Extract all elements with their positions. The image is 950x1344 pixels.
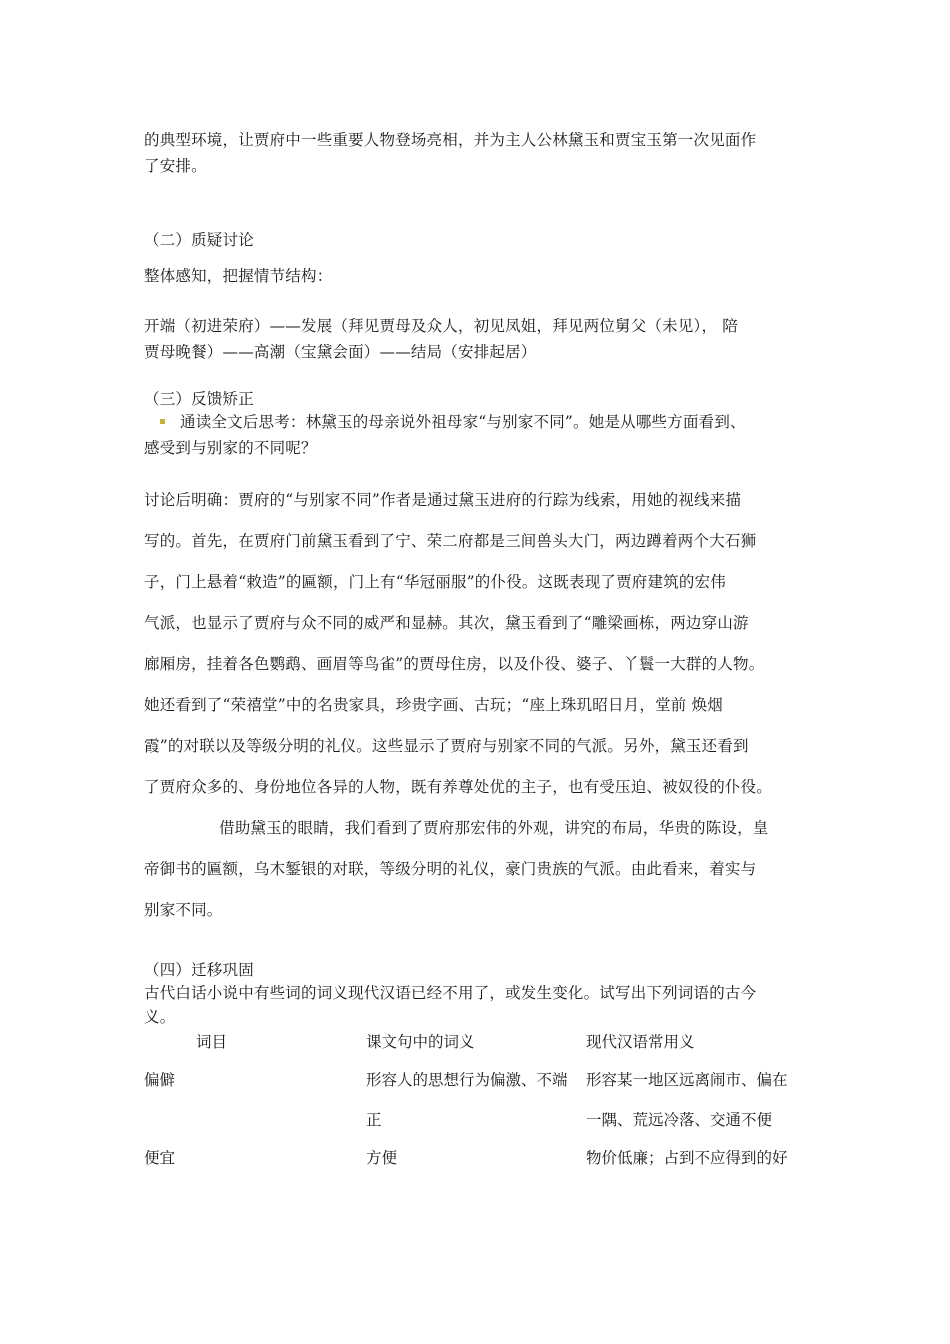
discussion-line: 了贾府众多的、身份地位各异的人物，既有养尊处优的主子，也有受压迫、被奴役的仆役。	[144, 778, 773, 796]
table-cell-ancient: 正	[366, 1111, 382, 1129]
table-header-modern: 现代汉语常用义	[586, 1033, 695, 1051]
section2-line-1: 开端（初进荣府）——发展（拜见贾母及众人，初见凤姐，拜见两位舅父（未见）， 陪	[144, 317, 738, 335]
table-header-ancient: 课文句中的词义	[366, 1033, 475, 1051]
summary-line: 帝御书的匾额，乌木錾银的对联，等级分明的礼仪，豪门贵族的气派。由此看来，着实与	[144, 860, 757, 878]
section4-instruction-line-1: 古代白话小说中有些词的词义现代汉语已经不用了，或发生变化。试写出下列词语的古今	[144, 984, 757, 1002]
intro-line-1: 的典型环境，让贾府中一些重要人物登场亮相，并为主人公林黛玉和贾宝玉第一次见面作	[144, 131, 757, 149]
discussion-line: 讨论后明确：贾府的“与别家不同”作者是通过黛玉进府的行踪为线索，用她的视线来描	[144, 491, 742, 509]
table-cell-ancient: 形容人的思想行为偏激、不端	[366, 1071, 568, 1089]
section4-heading: （四）迁移巩固	[144, 961, 254, 979]
section4-instruction-line-2: 义。	[144, 1008, 176, 1026]
section2-line-2: 贾母晚餐）——高潮（宝黛会面）——结局（安排起居）	[144, 343, 537, 361]
section3-question-line-1: 通读全文后思考：林黛玉的母亲说外祖母家“与别家不同”。她是从哪些方面看到、	[180, 413, 746, 431]
summary-line: 借助黛玉的眼睛，我们看到了贾府那宏伟的外观，讲究的布局，华贵的陈设，皇	[219, 819, 769, 837]
table-cell-modern: 一隅、荒远冷落、交通不便	[586, 1111, 773, 1129]
discussion-line: 廊厢房，挂着各色鹦鹉、画眉等鸟雀”的贾母住房，以及仆役、婆子、丫鬟一大群的人物。	[144, 655, 765, 673]
table-cell-modern: 物价低廉；占到不应得到的好	[586, 1149, 788, 1167]
section3-heading: （三）反馈矫正	[144, 390, 254, 408]
table-cell-modern: 形容某一地区远离闹市、偏在	[586, 1071, 788, 1089]
table-cell-word: 偏僻	[144, 1071, 176, 1089]
table-cell-ancient: 方便	[366, 1149, 398, 1167]
discussion-line: 气派，也显示了贾府与众不同的威严和显赫。其次，黛玉看到了“雕梁画栋，两边穿山游	[144, 614, 749, 632]
discussion-line: 写的。首先，在贾府门前黛玉看到了宁、荣二府都是三间兽头大门，两边蹲着两个大石狮	[144, 532, 757, 550]
section2-heading: （二）质疑讨论	[144, 231, 254, 249]
table-cell-word: 便宜	[144, 1149, 176, 1167]
discussion-line: 子，门上悬着“敕造”的匾额，门上有“华冠丽服”的仆役。这既表现了贾府建筑的宏伟	[144, 573, 726, 591]
discussion-line: 霞”的对联以及等级分明的礼仪。这些显示了贾府与别家不同的气派。另外，黛玉还看到	[144, 737, 749, 755]
discussion-line: 她还看到了“荣禧堂”中的名贵家具，珍贵字画、古玩；“座上珠玑昭日月，堂前 焕烟	[144, 696, 724, 714]
summary-line: 别家不同。	[144, 901, 223, 919]
section2-subheading: 整体感知，把握情节结构：	[144, 267, 333, 285]
intro-line-2: 了安排。	[144, 157, 207, 175]
table-header-word: 词目	[196, 1033, 228, 1051]
section3-question-line-2: 感受到与别家的不同呢？	[144, 439, 317, 457]
bullet-icon	[160, 419, 165, 424]
